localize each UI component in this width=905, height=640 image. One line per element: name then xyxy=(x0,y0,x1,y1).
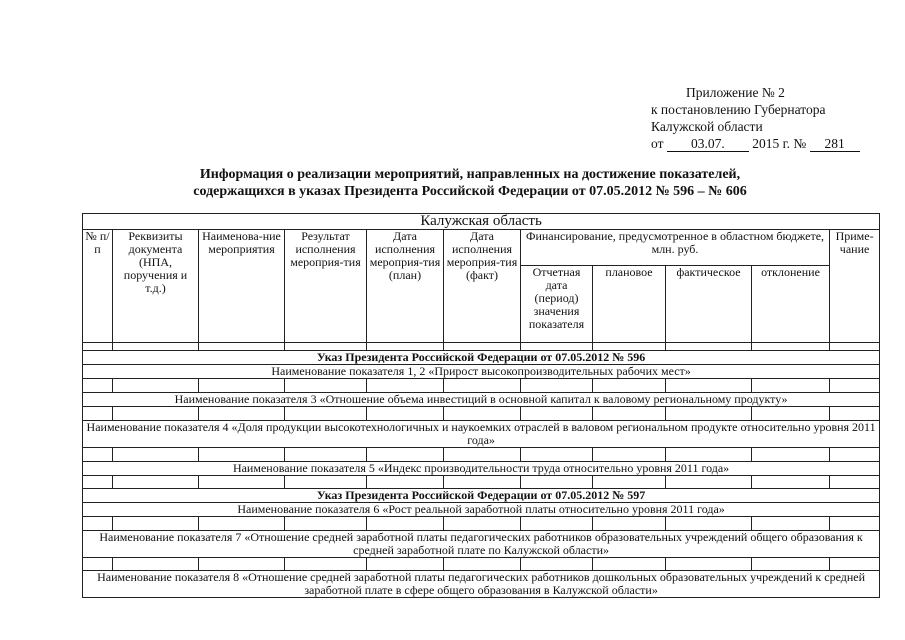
col-deviation-header: отклонение xyxy=(752,266,830,343)
empty-cell xyxy=(752,407,830,421)
empty-cell xyxy=(285,379,367,393)
empty-cell xyxy=(199,379,285,393)
appendix-date-line xyxy=(651,135,860,152)
decree-number: 281 xyxy=(810,136,860,152)
empty-cell xyxy=(830,379,880,393)
empty-cell xyxy=(285,476,367,489)
empty-cell xyxy=(285,558,367,571)
empty-cell xyxy=(367,448,444,462)
region-header: Калужская область xyxy=(83,214,880,230)
empty-cell xyxy=(444,407,521,421)
indicator-5: Наименование показателя 5 «Индекс производительности труда относительно уровня 2011 года» xyxy=(83,462,880,476)
col-digit-1 xyxy=(83,343,113,351)
empty-cell xyxy=(113,448,199,462)
col-digit-2 xyxy=(113,343,199,351)
empty-cell xyxy=(199,476,285,489)
empty-cell xyxy=(593,558,666,571)
empty-cell xyxy=(593,476,666,489)
document-title xyxy=(150,166,790,200)
empty-cell xyxy=(521,476,593,489)
empty-cell xyxy=(444,448,521,462)
empty-cell xyxy=(666,407,752,421)
empty-cell xyxy=(367,379,444,393)
title-line-2: содержащихся в указах Президента Российской Федерации от 07.05.2012 № 596 – № 606 xyxy=(193,184,747,199)
date-prefix: от xyxy=(651,136,664,151)
empty-cell xyxy=(367,476,444,489)
empty-cell xyxy=(521,448,593,462)
empty-cell xyxy=(830,517,880,531)
date-year: 2015 г. № xyxy=(752,136,807,151)
empty-cell xyxy=(752,448,830,462)
empty-cell xyxy=(113,558,199,571)
empty-cell xyxy=(593,448,666,462)
col-digit-11 xyxy=(830,343,880,351)
empty-cell xyxy=(752,558,830,571)
empty-cell xyxy=(83,517,113,531)
col-digit-6 xyxy=(444,343,521,351)
empty-cell xyxy=(521,517,593,531)
col-financing-header: Финансирование, предусмотренное в областном бюджете, млн. руб. xyxy=(521,230,830,266)
col-note-header: Приме-чание xyxy=(830,230,880,343)
appendix-line3: Калужской области xyxy=(651,119,763,134)
empty-cell xyxy=(199,407,285,421)
empty-cell xyxy=(113,476,199,489)
col-result-header: Результат исполнения мероприя-тия xyxy=(285,230,367,343)
decree-597-heading: Указ Президента Российской Федерации от 07.05.2012 № 597 xyxy=(83,489,880,503)
empty-cell xyxy=(285,407,367,421)
indicator-1-2: Наименование показателя 1, 2 «Прирост высокопроизводительных рабочих мест» xyxy=(83,365,880,379)
empty-cell xyxy=(830,407,880,421)
empty-cell xyxy=(752,476,830,489)
empty-cell xyxy=(752,379,830,393)
report-table xyxy=(82,213,880,598)
empty-cell xyxy=(367,558,444,571)
empty-cell xyxy=(199,558,285,571)
empty-cell xyxy=(444,517,521,531)
empty-cell xyxy=(521,558,593,571)
indicator-7: Наименование показателя 7 «Отношение средней заработной платы педагогических работников образовательных учреждений общего образования к средней заработной плате по Калужской области» xyxy=(83,531,880,558)
empty-cell xyxy=(83,558,113,571)
empty-cell xyxy=(593,517,666,531)
indicator-4: Наименование показателя 4 «Доля продукции высокотехнологичных и наукоемких отраслей в валовом региональном продукте относительно уровня 2011 года» xyxy=(83,421,880,448)
col-date-fact-header: Дата исполнения мероприя-тия (факт) xyxy=(444,230,521,343)
empty-cell xyxy=(666,476,752,489)
col-date-plan-header: Дата исполнения мероприя-тия (план) xyxy=(367,230,444,343)
col-requisites-header: Реквизиты документа (НПА, поручения и т.д.) xyxy=(113,230,199,343)
empty-cell xyxy=(285,517,367,531)
empty-cell xyxy=(285,448,367,462)
empty-cell xyxy=(199,448,285,462)
col-digit-8 xyxy=(593,343,666,351)
empty-cell xyxy=(593,407,666,421)
col-digit-4 xyxy=(285,343,367,351)
empty-cell xyxy=(367,407,444,421)
appendix-title: Приложение № 2 xyxy=(686,85,785,100)
empty-cell xyxy=(83,407,113,421)
empty-cell xyxy=(666,558,752,571)
empty-cell xyxy=(521,379,593,393)
empty-cell xyxy=(830,476,880,489)
empty-cell xyxy=(444,379,521,393)
empty-cell xyxy=(367,517,444,531)
empty-cell xyxy=(666,379,752,393)
empty-cell xyxy=(199,517,285,531)
empty-cell xyxy=(83,448,113,462)
col-num-header: № п/п xyxy=(83,230,113,343)
decree-596-heading: Указ Президента Российской Федерации от 07.05.2012 № 596 xyxy=(83,351,880,365)
empty-cell xyxy=(593,379,666,393)
empty-cell xyxy=(113,379,199,393)
col-digit-10 xyxy=(752,343,830,351)
appendix-line2: к постановлению Губернатора xyxy=(651,102,826,117)
title-line-1: Информация о реализации мероприятий, направленных на достижение показателей, xyxy=(199,167,741,182)
empty-cell xyxy=(444,558,521,571)
col-digit-7 xyxy=(521,343,593,351)
empty-cell xyxy=(113,517,199,531)
empty-cell xyxy=(521,407,593,421)
col-reporting-header: Отчетная дата (период) значения показателя xyxy=(521,266,593,343)
col-actual-header: фактическое xyxy=(666,266,752,343)
col-name-header: Наименова-ние мероприятия xyxy=(199,230,285,343)
empty-cell xyxy=(830,448,880,462)
indicator-8: Наименование показателя 8 «Отношение средней заработной платы педагогических работников дошкольных образовательных учреждений к средней заработной плате в сфере общего образования в Калужской области» xyxy=(83,571,880,598)
empty-cell xyxy=(666,448,752,462)
col-planned-header: плановое xyxy=(593,266,666,343)
empty-cell xyxy=(83,379,113,393)
col-digit-9 xyxy=(666,343,752,351)
empty-cell xyxy=(83,476,113,489)
empty-cell xyxy=(113,407,199,421)
appendix-block xyxy=(651,84,860,152)
empty-cell xyxy=(752,517,830,531)
col-digit-5 xyxy=(367,343,444,351)
indicator-6: Наименование показателя 6 «Рост реальной заработной платы относительно уровня 2011 года» xyxy=(83,503,880,517)
col-digit-3 xyxy=(199,343,285,351)
empty-cell xyxy=(444,476,521,489)
empty-cell xyxy=(666,517,752,531)
date-day: 03.07. xyxy=(667,136,749,152)
indicator-3: Наименование показателя 3 «Отношение объема инвестиций в основной капитал к валовому региональному продукту» xyxy=(83,393,880,407)
empty-cell xyxy=(830,558,880,571)
